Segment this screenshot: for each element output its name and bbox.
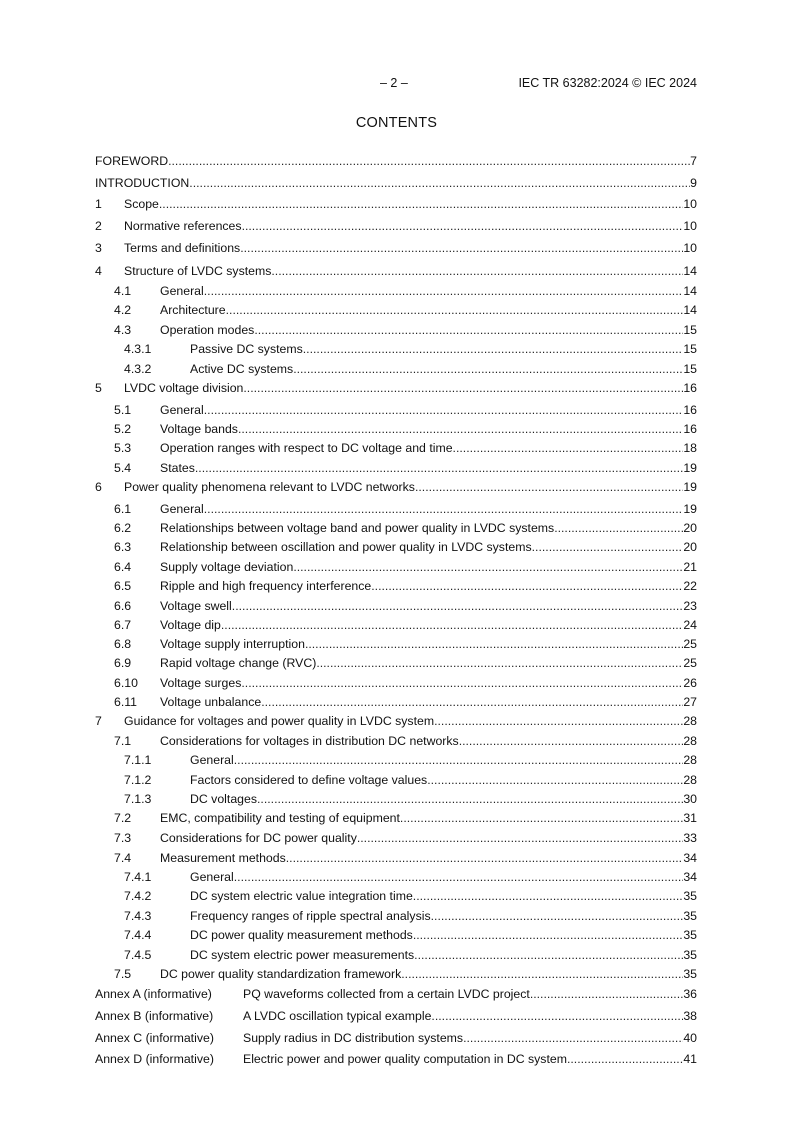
toc-leader-dots — [243, 379, 683, 397]
toc-entry-title: Operation ranges with respect to DC voltage and time — [160, 441, 453, 455]
toc-entry[interactable] — [114, 849, 697, 867]
toc-leader-dots — [257, 790, 683, 808]
toc-entry-title: Frequency ranges of ripple spectral analysis — [190, 909, 431, 923]
toc-leader-dots — [159, 195, 683, 213]
toc-leader-dots — [238, 420, 683, 438]
toc-entry-title: Electric power and power quality computation in DC system — [243, 1052, 567, 1066]
toc-entry-title: Factors considered to define voltage values — [190, 773, 428, 787]
toc-entry[interactable] — [124, 790, 697, 808]
toc-entry-number: 5.1 — [114, 403, 132, 417]
toc-entry-number: Annex D (informative) — [95, 1052, 214, 1066]
toc-entry-number: 5.3 — [114, 441, 132, 455]
toc-entry[interactable] — [124, 771, 697, 789]
toc-leader-dots — [189, 174, 690, 192]
toc-entry-page: 35 — [683, 967, 697, 981]
toc-leader-dots — [357, 829, 683, 847]
toc-entry-title: Scope — [124, 197, 159, 211]
toc-entry[interactable] — [124, 360, 697, 378]
toc-entry[interactable] — [95, 174, 697, 192]
toc-entry-page: 10 — [683, 197, 697, 211]
toc-entry-title: Measurement methods — [160, 851, 286, 865]
toc-entry[interactable] — [114, 674, 697, 692]
toc-entry-number: 7 — [95, 714, 102, 728]
toc-entry-number: 4.3.2 — [124, 362, 152, 376]
toc-entry[interactable] — [95, 1050, 697, 1068]
toc-leader-dots — [400, 809, 683, 827]
toc-entry-number: 6 — [95, 480, 102, 494]
toc-leader-dots — [254, 321, 683, 339]
toc-entry-number: 7.1 — [114, 734, 132, 748]
toc-entry-title: Voltage bands — [160, 422, 238, 436]
toc-leader-dots — [431, 907, 684, 925]
toc-entry-title: DC power quality measurement methods — [190, 928, 413, 942]
toc-leader-dots — [554, 519, 683, 537]
toc-entry-number: 6.6 — [114, 599, 132, 613]
toc-entry-title: General — [160, 403, 204, 417]
toc-entry-number: 6.4 — [114, 560, 132, 574]
toc-entry-page: 10 — [683, 219, 697, 233]
toc-entry-title: Voltage dip — [160, 618, 221, 632]
toc-entry-title: Guidance for voltages and power quality in LVDC system — [124, 714, 435, 728]
toc-entry-page: 21 — [683, 560, 697, 574]
toc-entry-title: Ripple and high frequency interference — [160, 579, 372, 593]
toc-entry[interactable] — [114, 538, 697, 556]
toc-leader-dots — [434, 712, 683, 730]
toc-entry-page: 26 — [683, 676, 697, 690]
toc-entry-page: 35 — [683, 928, 697, 942]
toc-entry-number: 4 — [95, 264, 102, 278]
toc-leader-dots — [242, 217, 684, 235]
toc-entry-page: 28 — [683, 734, 697, 748]
toc-leader-dots — [532, 538, 684, 556]
toc-entry-title: A LVDC oscillation typical example — [243, 1009, 432, 1023]
toc-entry-title: Rapid voltage change (RVC) — [160, 656, 317, 670]
toc-entry-page: 20 — [683, 540, 697, 554]
toc-leader-dots — [204, 500, 684, 518]
toc-entry-number: 7.5 — [114, 967, 132, 981]
toc-entry-number: 5 — [95, 381, 102, 395]
toc-entry-number: 6.10 — [114, 676, 138, 690]
toc-entry-page: 30 — [683, 792, 697, 806]
toc-entry[interactable] — [95, 1029, 697, 1047]
toc-entry-title: Normative references — [124, 219, 242, 233]
toc-entry-title: DC power quality standardization framework — [160, 967, 402, 981]
toc-leader-dots — [293, 558, 683, 576]
toc-entry-page: 19 — [683, 461, 697, 475]
toc-entry[interactable] — [114, 809, 697, 827]
toc-entry-title: Voltage swell — [160, 599, 232, 613]
toc-leader-dots — [431, 1007, 683, 1025]
toc-entry-number: 6.1 — [114, 502, 132, 516]
toc-entry-page: 35 — [683, 909, 697, 923]
toc-leader-dots — [413, 887, 684, 905]
toc-entry[interactable] — [114, 282, 697, 300]
toc-leader-dots — [234, 751, 684, 769]
toc-entry-page: 33 — [683, 831, 697, 845]
toc-leader-dots — [413, 926, 684, 944]
toc-leader-dots — [286, 849, 684, 867]
toc-entry[interactable] — [114, 558, 697, 576]
toc-leader-dots — [204, 401, 684, 419]
toc-entry-title: Power quality phenomena relevant to LVDC networks — [124, 480, 415, 494]
toc-entry-title: Voltage unbalance — [160, 695, 262, 709]
toc-entry-number: 7.4.3 — [124, 909, 152, 923]
toc-leader-dots — [530, 985, 684, 1003]
toc-entry-number: 7.1.3 — [124, 792, 152, 806]
toc-entry-title: Terms and definitions — [124, 241, 241, 255]
toc-entry[interactable] — [114, 616, 697, 634]
toc-entry-title: General — [160, 502, 204, 516]
toc-entry-title: Relationship between oscillation and power quality in LVDC systems — [160, 540, 532, 554]
toc-entry-page: 10 — [683, 241, 697, 255]
toc-entry[interactable] — [114, 635, 697, 653]
toc-entry[interactable] — [95, 712, 697, 730]
toc-entry-page: 40 — [683, 1031, 697, 1045]
toc-entry[interactable] — [114, 420, 697, 438]
toc-entry-title: Operation modes — [160, 323, 255, 337]
toc-entry[interactable] — [114, 654, 697, 672]
toc-entry-page: 20 — [683, 521, 697, 535]
toc-entry[interactable] — [95, 217, 697, 235]
toc-entry-title: FOREWORD — [95, 154, 169, 168]
toc-entry-title: INTRODUCTION — [95, 176, 190, 190]
toc-entry[interactable] — [95, 985, 697, 1003]
toc-entry-number: 7.4 — [114, 851, 132, 865]
toc-entry-number: 6.8 — [114, 637, 132, 651]
toc-entry-page: 28 — [683, 714, 697, 728]
toc-entry-page: 34 — [683, 851, 697, 865]
toc-entry-title: PQ waveforms collected from a certain LVDC project — [243, 987, 530, 1001]
toc-entry-number: 6.3 — [114, 540, 132, 554]
toc-entry-title: Supply voltage deviation — [160, 560, 294, 574]
toc-entry-page: 14 — [683, 264, 697, 278]
toc-entry-title: General — [190, 753, 234, 767]
toc-leader-dots — [241, 674, 683, 692]
toc-entry-number: 6.7 — [114, 618, 132, 632]
toc-entry-number: 7.2 — [114, 811, 132, 825]
toc-entry[interactable] — [95, 1007, 697, 1025]
toc-entry-page: 41 — [683, 1052, 697, 1066]
toc-entry-page: 35 — [683, 889, 697, 903]
toc-entry-number: 4.2 — [114, 303, 132, 317]
toc-entry-title: Architecture — [160, 303, 226, 317]
toc-leader-dots — [316, 654, 683, 672]
toc-entry-title: Voltage supply interruption — [160, 637, 305, 651]
toc-entry-page: 25 — [683, 656, 697, 670]
toc-entry-page: 16 — [683, 381, 697, 395]
toc-leader-dots — [305, 635, 683, 653]
toc-entry[interactable] — [114, 401, 697, 419]
toc-entry-title: DC system electric power measurements — [190, 948, 415, 962]
toc-entry-page: 35 — [683, 948, 697, 962]
toc-entry-title: DC voltages — [190, 792, 257, 806]
page-number: – 2 – — [380, 76, 408, 90]
toc-leader-dots — [303, 340, 684, 358]
toc-entry-number: 7.1.1 — [124, 753, 152, 767]
toc-entry[interactable] — [95, 239, 697, 257]
toc-entry-page: 34 — [683, 870, 697, 884]
toc-entry-title: Supply radius in DC distribution systems — [243, 1031, 464, 1045]
toc-entry-number: 4.1 — [114, 284, 132, 298]
toc-entry[interactable] — [114, 965, 697, 983]
toc-entry[interactable] — [124, 946, 697, 964]
toc-leader-dots — [240, 239, 683, 257]
toc-leader-dots — [414, 946, 683, 964]
toc-entry-page: 22 — [683, 579, 697, 593]
toc-entry-number: 1 — [95, 197, 102, 211]
toc-entry-number: 7.4.2 — [124, 889, 152, 903]
toc-entry-page: 23 — [683, 599, 697, 613]
toc-entry[interactable] — [114, 321, 697, 339]
toc-entry-page: 28 — [683, 773, 697, 787]
toc-entry-page: 7 — [690, 154, 697, 168]
toc-leader-dots — [371, 577, 683, 595]
toc-entry[interactable] — [95, 152, 697, 170]
toc-entry-title: Voltage surges — [160, 676, 242, 690]
toc-entry-title: LVDC voltage division — [124, 381, 244, 395]
toc-leader-dots — [168, 152, 690, 170]
toc-entry-page: 16 — [683, 403, 697, 417]
toc-leader-dots — [232, 597, 684, 615]
toc-entry-number: 2 — [95, 219, 102, 233]
toc-leader-dots — [195, 459, 683, 477]
toc-entry-page: 27 — [683, 695, 697, 709]
toc-entry-title: Passive DC systems — [190, 342, 303, 356]
toc-entry-page: 15 — [683, 362, 697, 376]
toc-leader-dots — [221, 616, 683, 634]
toc-entry[interactable] — [124, 887, 697, 905]
toc-entry[interactable] — [124, 340, 697, 358]
toc-entry[interactable] — [114, 301, 697, 319]
toc-entry-page: 25 — [683, 637, 697, 651]
toc-leader-dots — [226, 301, 684, 319]
toc-entry-page: 31 — [683, 811, 697, 825]
toc-entry-number: 3 — [95, 241, 102, 255]
toc-entry-number: 4.3 — [114, 323, 132, 337]
toc-entry-number: 7.1.2 — [124, 773, 152, 787]
toc-leader-dots — [234, 868, 684, 886]
toc-entry[interactable] — [95, 478, 697, 496]
page-title: CONTENTS — [355, 115, 438, 131]
toc-entry-title: Considerations for DC power quality — [160, 831, 357, 845]
toc-entry-number: 7.4.4 — [124, 928, 152, 942]
toc-entry-title: DC system electric value integration time — [190, 889, 413, 903]
toc-entry-title: Relationships between voltage band and power quality in LVDC systems — [160, 521, 555, 535]
toc-entry-number: 6.5 — [114, 579, 132, 593]
toc-leader-dots — [293, 360, 683, 378]
toc-entry-page: 38 — [683, 1009, 697, 1023]
toc-entry-number: 6.9 — [114, 656, 132, 670]
toc-leader-dots — [427, 771, 683, 789]
toc-entry-page: 14 — [683, 284, 697, 298]
toc-leader-dots — [463, 1029, 683, 1047]
toc-entry-number: Annex C (informative) — [95, 1031, 214, 1045]
toc-entry-page: 19 — [683, 480, 697, 494]
toc-entry[interactable] — [114, 577, 697, 595]
toc-entry-number: 6.11 — [114, 695, 138, 709]
toc-entry-title: Considerations for voltages in distribution DC networks — [160, 734, 459, 748]
toc-entry[interactable] — [124, 926, 697, 944]
toc-entry[interactable] — [95, 379, 697, 397]
toc-entry[interactable] — [114, 519, 697, 537]
toc-entry[interactable] — [124, 907, 697, 925]
toc-entry-title: General — [190, 870, 234, 884]
toc-entry-number: Annex A (informative) — [95, 987, 212, 1001]
toc-entry-title: Structure of LVDC systems — [124, 264, 272, 278]
toc-entry[interactable] — [114, 597, 697, 615]
toc-entry-number: 5.4 — [114, 461, 132, 475]
toc-entry-number: 6.2 — [114, 521, 132, 535]
toc-leader-dots — [204, 282, 684, 300]
toc-entry-page: 16 — [683, 422, 697, 436]
toc-entry-page: 18 — [683, 441, 697, 455]
toc-entry-number: 7.4.5 — [124, 948, 152, 962]
toc-entry-page: 15 — [683, 323, 697, 337]
toc-entry-number: 7.3 — [114, 831, 132, 845]
toc-entry-number: Annex B (informative) — [95, 1009, 214, 1023]
toc-entry[interactable] — [95, 195, 697, 213]
toc-entry-number: 7.4.1 — [124, 870, 152, 884]
standard-reference: IEC TR 63282:2024 © IEC 2024 — [518, 76, 697, 90]
toc-entry-title: Active DC systems — [190, 362, 294, 376]
toc-entry-page: 19 — [683, 502, 697, 516]
toc-entry-page: 36 — [683, 987, 697, 1001]
toc-entry[interactable] — [95, 262, 697, 280]
toc-leader-dots — [415, 478, 683, 496]
toc-entry[interactable] — [114, 459, 697, 477]
toc-entry-page: 24 — [683, 618, 697, 632]
toc-leader-dots — [453, 439, 684, 457]
toc-entry-title: EMC, compatibility and testing of equipment — [160, 811, 400, 825]
toc-leader-dots — [261, 693, 683, 711]
toc-entry[interactable] — [114, 439, 697, 457]
toc-entry[interactable] — [114, 829, 697, 847]
toc-entry-page: 14 — [683, 303, 697, 317]
toc-entry[interactable] — [114, 500, 697, 518]
toc-entry-page: 15 — [683, 342, 697, 356]
toc-entry-number: 4.3.1 — [124, 342, 152, 356]
toc-entry[interactable] — [114, 693, 697, 711]
toc-entry[interactable] — [114, 732, 697, 750]
toc-leader-dots — [401, 965, 683, 983]
toc-entry-number: 5.2 — [114, 422, 132, 436]
toc-entry-title: General — [160, 284, 204, 298]
toc-entry[interactable] — [124, 868, 697, 886]
toc-leader-dots — [459, 732, 684, 750]
toc-entry-page: 28 — [683, 753, 697, 767]
toc-leader-dots — [271, 262, 683, 280]
toc-entry[interactable] — [124, 751, 697, 769]
toc-entry-page: 9 — [690, 176, 697, 190]
toc-entry-title: States — [160, 461, 195, 475]
toc-leader-dots — [567, 1050, 683, 1068]
